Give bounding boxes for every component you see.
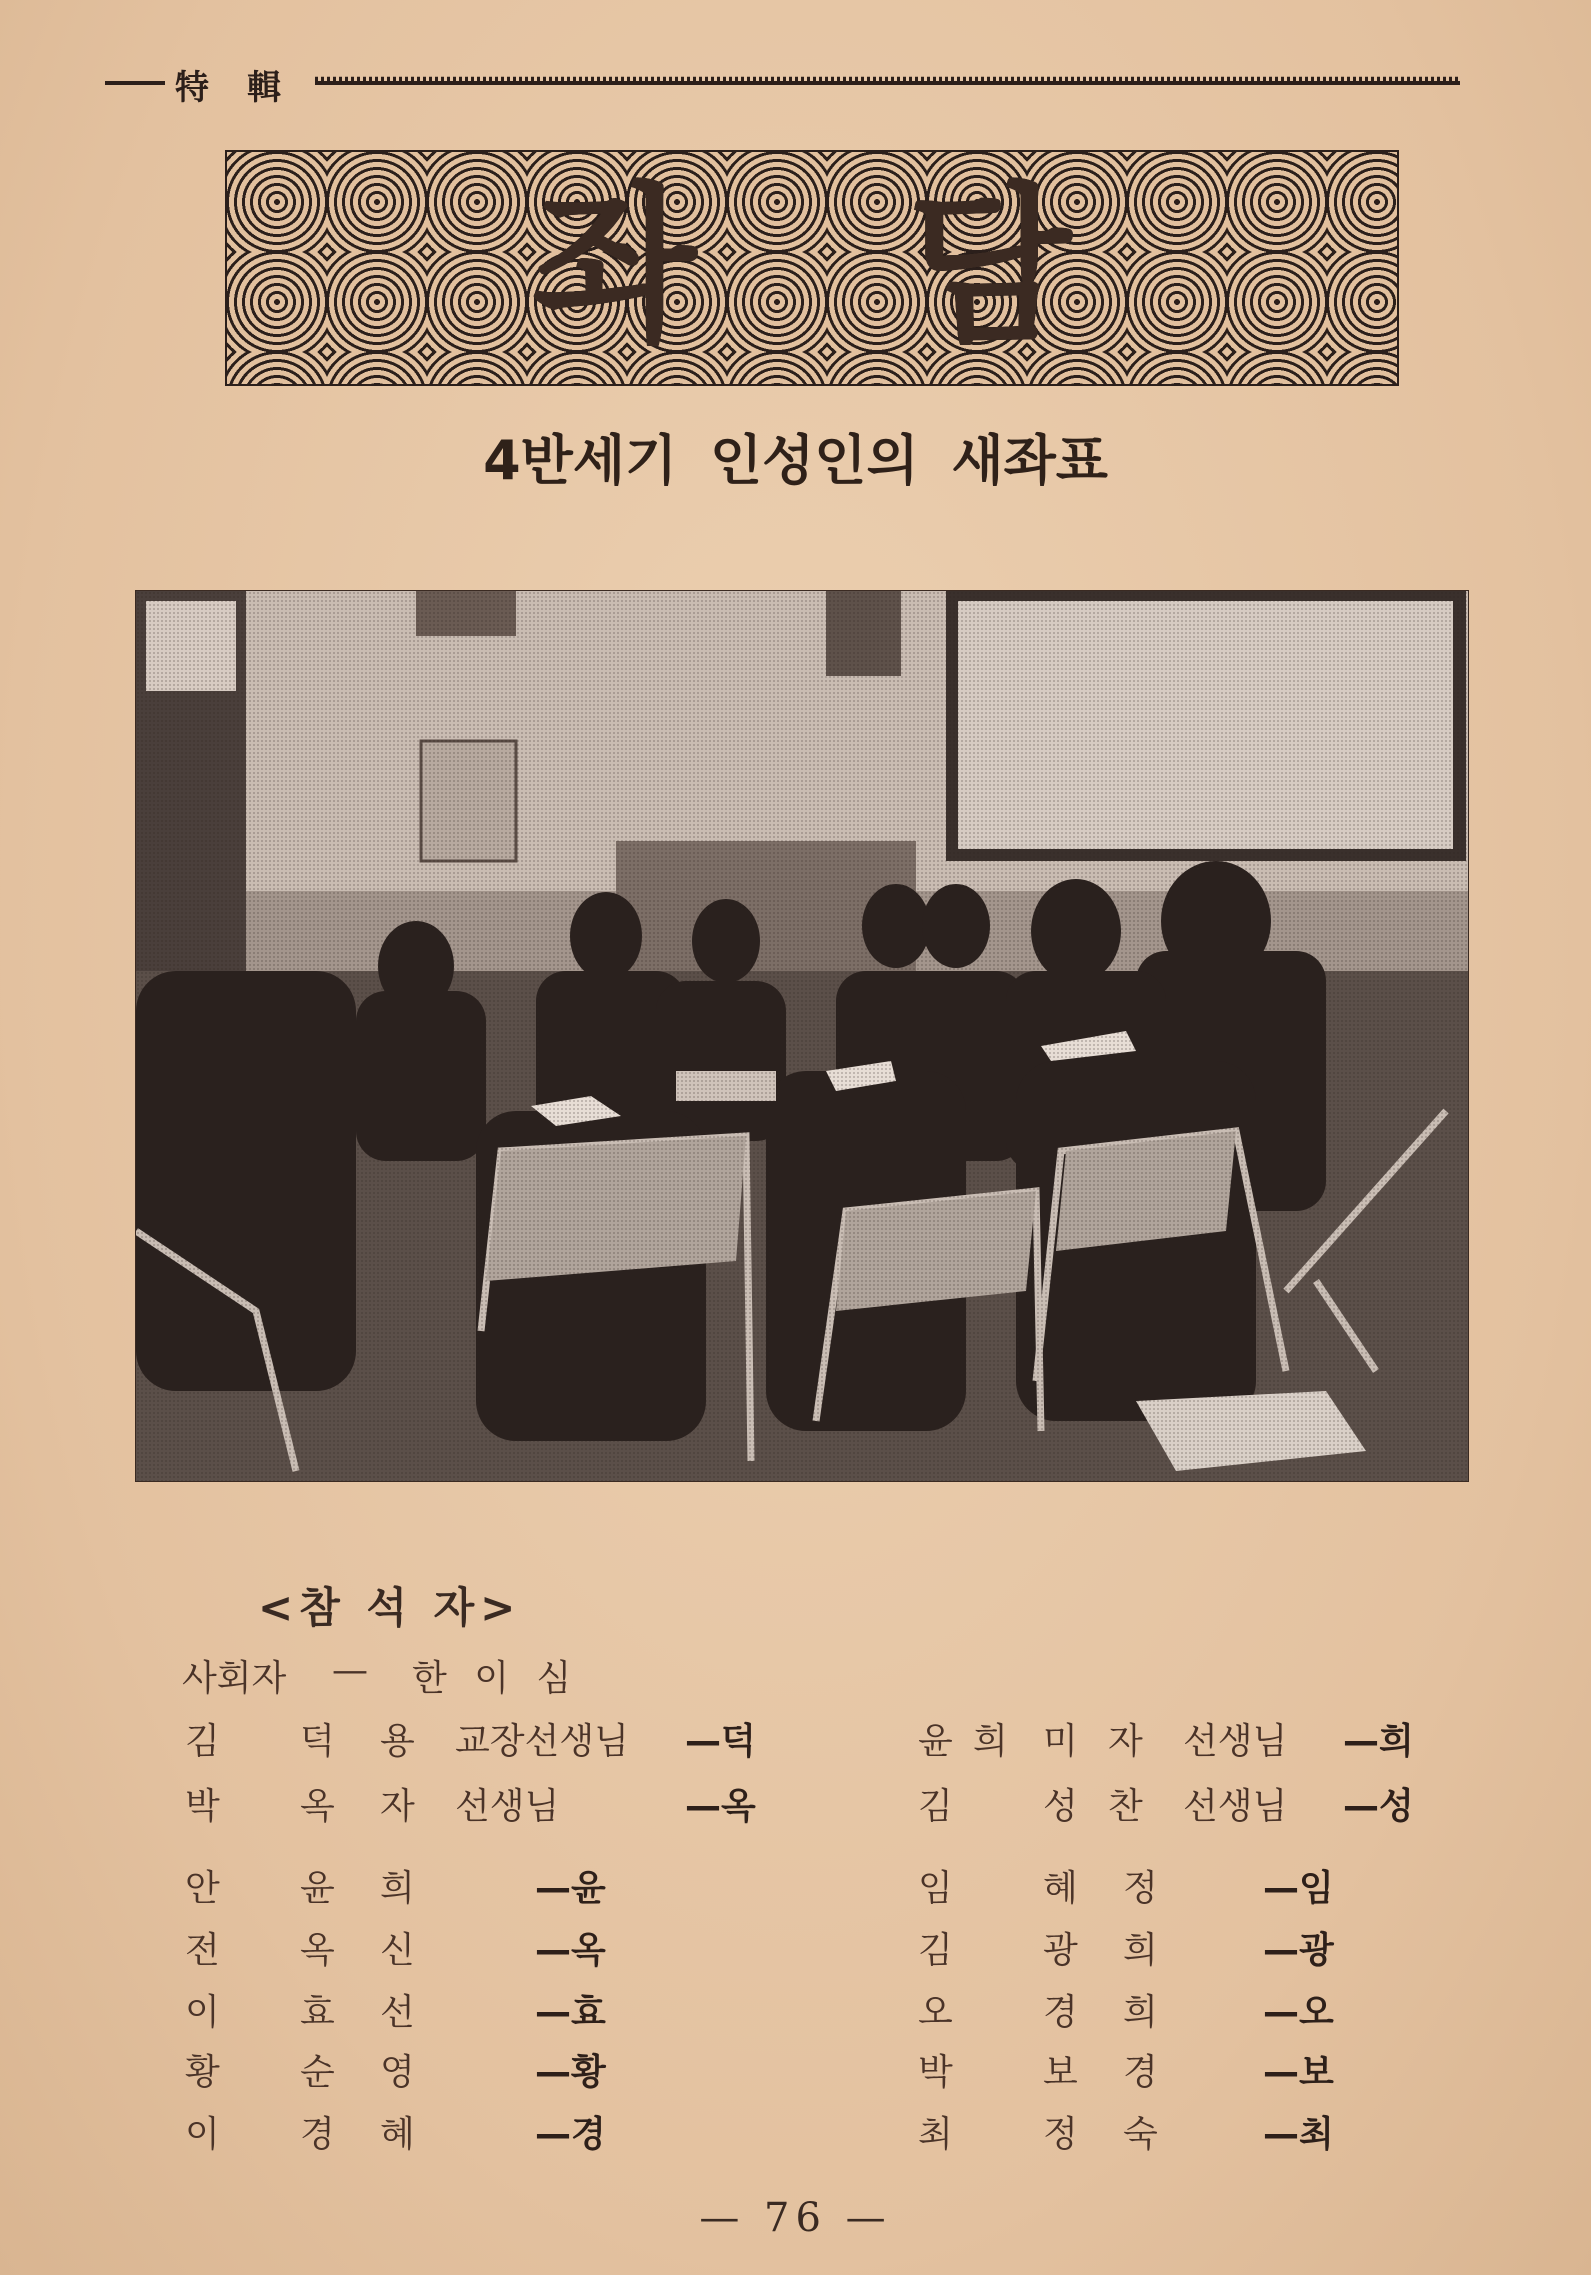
name-char: 영: [380, 2052, 415, 2093]
participant-row: [185, 1713, 785, 1762]
name-char: 윤: [918, 1721, 953, 1762]
name-char: 김: [918, 1786, 953, 1827]
name-char: 희: [1123, 1930, 1158, 1971]
name-char: 정: [1043, 2114, 1078, 2155]
name-char: 용: [380, 1721, 415, 1762]
participant-row: [918, 1713, 1438, 1762]
participant-row: [918, 1778, 1438, 1827]
participant-abbr: —성: [1343, 1786, 1414, 1827]
name-char: 희: [380, 1868, 415, 1909]
participant-row: [918, 1922, 1368, 1971]
participant-row: [185, 1984, 625, 2033]
name-char: 미: [1043, 1721, 1078, 1762]
moderator-name: 한 이 심: [412, 1658, 580, 1699]
name-char: 이: [185, 2114, 220, 2155]
name-char: 숙: [1123, 2114, 1158, 2155]
name-char: 오: [918, 1992, 953, 2033]
participant-abbr: —희: [1343, 1721, 1414, 1762]
participant-abbr: —보: [1263, 2052, 1334, 2093]
participant-abbr: —효: [535, 1992, 606, 2033]
participant-row: [185, 1922, 625, 1971]
name-char: 임: [918, 1868, 953, 1909]
name-char: 효: [300, 1992, 335, 2033]
participant-row: [185, 2106, 625, 2155]
name-char: 혜: [1043, 1868, 1078, 1909]
participant-abbr: —임: [1263, 1868, 1334, 1909]
participant-title: 선생님: [1183, 1786, 1288, 1827]
name-char: 경: [300, 2114, 335, 2155]
participant-row: [185, 2044, 625, 2093]
participant-title: 선생님: [1183, 1721, 1288, 1762]
participant-abbr: —최: [1263, 2114, 1334, 2155]
participant-abbr: —광: [1263, 1930, 1334, 1971]
name-char: 자: [380, 1786, 415, 1827]
section-header-rule: [105, 60, 1460, 108]
participant-row: [918, 1860, 1368, 1909]
name-char: 덕: [300, 1721, 335, 1762]
name-char: 옥: [300, 1786, 335, 1827]
subtitle: 4반세기 인성인의 새좌표: [483, 429, 1108, 492]
name-char: 황: [185, 2052, 220, 2093]
name-char: 보: [1043, 2052, 1078, 2093]
name-char: 성: [1043, 1786, 1078, 1827]
name-char: 경: [1123, 2052, 1158, 2093]
name-char: 이: [185, 1992, 220, 2033]
participant-abbr: —옥: [685, 1786, 756, 1827]
participant-title: 교장선생님: [455, 1721, 629, 1762]
participant-row: [185, 1778, 785, 1827]
rule-ornament: [315, 72, 1460, 84]
participant-abbr: —덕: [685, 1721, 756, 1762]
participant-abbr: —윤: [535, 1868, 606, 1909]
moderator-row: [182, 1650, 782, 1699]
name-char: 윤: [300, 1868, 335, 1909]
participant-title: 선생님: [455, 1786, 560, 1827]
rule-segment: [105, 81, 165, 85]
name-char: 희: [1123, 1992, 1158, 2033]
participant-row: [185, 1860, 625, 1909]
photo-of-discussion: [135, 590, 1469, 1482]
name-char: 김: [185, 1721, 220, 1762]
photo-image: [136, 591, 1468, 1481]
title-right-char: 담: [907, 168, 1072, 366]
name-char: 선: [380, 1992, 415, 2033]
participant-abbr: —경: [535, 2114, 606, 2155]
name-char: 박: [185, 1786, 220, 1827]
participant-abbr: —황: [535, 2052, 606, 2093]
name-char: 정: [1123, 1868, 1158, 1909]
name-char: 김: [918, 1930, 953, 1971]
name-char: 신: [380, 1930, 415, 1971]
name-char: 희: [973, 1721, 1008, 1762]
name-char: 전: [185, 1930, 220, 1971]
name-char: 박: [918, 2052, 953, 2093]
participant-row: [918, 2044, 1368, 2093]
name-char: 안: [185, 1868, 220, 1909]
title-banner: [225, 150, 1399, 386]
name-char: 혜: [380, 2114, 415, 2155]
page-number: — 76 —: [699, 2195, 892, 2241]
moderator-role: 사회자: [182, 1658, 287, 1699]
name-char: 경: [1043, 1992, 1078, 2033]
name-char: 옥: [300, 1930, 335, 1971]
moderator-dash: —: [332, 1650, 368, 1691]
name-char: 순: [300, 2052, 335, 2093]
name-char: 최: [918, 2114, 953, 2155]
name-char: 광: [1043, 1930, 1078, 1971]
section-label: 特 輯: [175, 68, 283, 108]
participant-abbr: —오: [1263, 1992, 1334, 2033]
name-char: 찬: [1108, 1786, 1143, 1827]
participant-row: [918, 2106, 1368, 2155]
title-left-char: 좌: [532, 168, 697, 366]
participant-row: [918, 1984, 1368, 2033]
name-char: 자: [1108, 1721, 1143, 1762]
participants-heading: <참 석 자>: [258, 1583, 522, 1632]
participant-abbr: —옥: [535, 1930, 606, 1971]
